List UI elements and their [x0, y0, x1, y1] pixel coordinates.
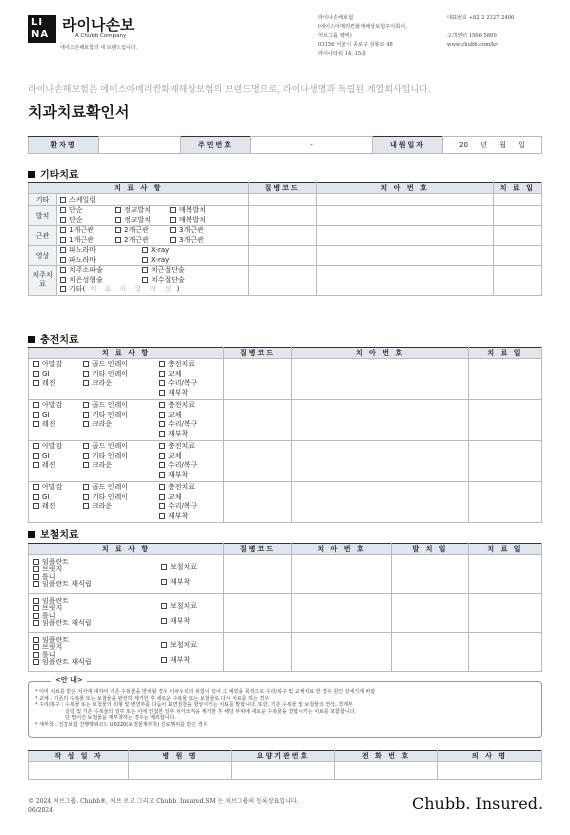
extraction-options[interactable]: 단순 정교발치 매복발치 단순 정교발치 매복발치: [57, 206, 249, 226]
prosthetic-options-3[interactable]: 임플란트 브릿지 틀니 임플란트 재식립 보철치료 재부착: [29, 633, 224, 672]
prosthetic-options-1[interactable]: 임플란트 브릿지 틀니 임플란트 재식립 보철치료 재부착: [29, 555, 224, 594]
company-address: 라이나손해보험 (에이스아메리칸화재해상보험주식회사, 처브그룹 멤버) 03156 서울시 종로구 삼봉로 48 라이나타워 14, 15층: [318, 15, 407, 57]
footer-copyright: © 2024 처브그룹. Chubb®, 처브 로고 그리고 Chubb. Insured.SM 는 처브그룹의 등록상표입니다. 06/2024: [28, 798, 299, 814]
visit-date-field[interactable]: 20 년 월 일: [443, 137, 542, 154]
visit-date-label: 내원일자: [373, 137, 443, 154]
signature-table: 작 성 일 자 병 원 명 요양기관번호 전 화 번 호 의 사 명: [28, 750, 542, 780]
prosthetic-treatment-table: 치 료 사 항 질병코드 치 아 번 호 발 치 일 치 료 일 임플란트 브릿지 틀니 임플란트 재식립 보철치료 재부착 임플란트 브릿지 틀니 임플란트 재식립 보철치료 재부착 임플란트 브릿지 틀니 임플란트 재식립 보철치료 재부착: [28, 543, 542, 672]
rrn-field[interactable]: -: [251, 137, 373, 154]
page-title: 치과치료확인서: [28, 103, 130, 121]
rrn-label: 주민번호: [181, 137, 251, 154]
imaging-options[interactable]: 파노라마 X-ray 파노라마 X-ray: [57, 246, 249, 266]
prosthetic-options-2[interactable]: 임플란트 브릿지 틀니 임플란트 재식립 보철치료 재부착: [29, 594, 224, 633]
col-disease-code: 질병코드: [248, 183, 316, 194]
lina-logo: LI NA: [28, 15, 56, 43]
company-contact: 대표번호 +82 2 2127 2400 고객센터 1566 5800 www.chubb.com/kr: [447, 15, 515, 48]
author-date-field[interactable]: [29, 762, 129, 780]
col-treatment: 치 료 사 항: [29, 183, 249, 194]
brand-sub: A Chubb Company: [75, 33, 127, 39]
hospital-name-field[interactable]: [129, 762, 232, 780]
filling-options-2[interactable]: 아말감 GI 레진 골드 인레이 기타 인레이 크라운 충전치료 교체 수리/복구 재부착: [29, 400, 224, 441]
filling-options-1[interactable]: 아말감 GI 레진 골드 인레이 기타 인레이 크라운 충전치료 교체 수리/복구 재부착: [29, 359, 224, 400]
patient-name-field[interactable]: [99, 137, 181, 154]
doctor-name-field[interactable]: [438, 762, 542, 780]
filling-options-4[interactable]: 아말감 GI 레진 골드 인레이 기타 인레이 크라운 충전치료 교체 수리/복구 재부착: [29, 482, 224, 523]
scaling-option[interactable]: 스케일링: [57, 194, 249, 206]
institution-code-field[interactable]: [232, 762, 335, 780]
periodontal-options[interactable]: 치주소파술 치근절단술 치은성형술 치수절단술 기타( 치 료 사 항 작 성 ): [57, 266, 249, 296]
col-tooth-no: 치 아 번 호: [316, 183, 493, 194]
phone-field[interactable]: [335, 762, 438, 780]
col-treatment-date: 치 료 일: [493, 183, 541, 194]
section-filling-title: 충전치료: [28, 331, 79, 346]
patient-info-table: [28, 136, 542, 154]
chubb-logo: Chubb. Insured.: [412, 794, 544, 813]
other-treatment-table: 치 료 사 항 질병코드 치 아 번 호 치 료 일 기타 스케일링 발치 단순 정교발치 매복발치 단순 정교발치 매복발치 근관 1개근관 2개근관 3개근관 1개근관 2개근관 3개근관 영상 파노라마 X-ray 파노라마 X-ray 치주치료 치주소파술 치근절단술 치은성형술 치수절단술 기타( 치 료 사 항 작 성 ): [28, 182, 542, 296]
brand-tagline: 에이스손해보험의 새 브랜드입니다.: [60, 45, 138, 51]
root-canal-options[interactable]: 1개근관 2개근관 3개근관 1개근관 2개근관 3개근관: [57, 226, 249, 246]
section-other-title: 기타치료: [28, 166, 79, 181]
brand-name: 라이나손보: [62, 16, 135, 34]
filling-treatment-table: 치 료 사 항 질병코드 치 아 번 호 치 료 일 아말감 GI 레진 골드 인레이 기타 인레이 크라운 충전치료 교체 수리/복구 재부착 아말감 GI 레진 골드 인레이 기타 인레이 크라운 충전치료 교체 수리/복구 재부착 아말감 GI 레진 골드 인레이 기타 인레이 크라운 충전치료 교체 수리/복구 재부착 아말감 GI 레진 골드 인레이 기타 인레이 크라운 충전치료 교체 수리/복구 재부착: [28, 347, 542, 523]
section-prosthetic-title: 보철치료: [28, 526, 79, 541]
guide-box: <안 내> * 이미 치료를 받은 치아에 대하여 기존 수복물을 방치할 경우 이차우식의 위험이 있어 그 예방을 목적으로 수리/복구 및 교체치료 한 경우 원인 상세기재 바람 * 교체 : 기존의 수복물 또는 보철물을 완전히 제거한 후 새로운 수복물 또는 보철물로 다시 치료를 하는 경우 * 수리/복구 : 수복물 또는 보철물의 외형 및 변연부를 다듬어 표면질감을 향상시키는 치료를 말합니다. 또한, 기존 수복물 및 보철물의 연삭, 경계부 실링 및 기존 수복물의 일부 또는 이에 인접한 일부 치아조직을 제거한 후 해당 부위에 새로운 수복물을 결합시키는 치료를 포함합니다. 단 떨어진 보철물을 재부착하는 경우는 제외합니다. * 재부착 : 건강보험 진행행위코드 U0220(보철물재부착) 진료행위를 받은 경우: [28, 681, 542, 738]
patient-name-label: 환자명: [29, 137, 99, 154]
brand-notice: 라이나손해보험은 에이스아메리칸화재해상보험의 브랜드명으로, 라이나생명과 독립된 계열회사입니다.: [28, 85, 431, 95]
filling-options-3[interactable]: 아말감 GI 레진 골드 인레이 기타 인레이 크라운 충전치료 교체 수리/복구 재부착: [29, 441, 224, 482]
